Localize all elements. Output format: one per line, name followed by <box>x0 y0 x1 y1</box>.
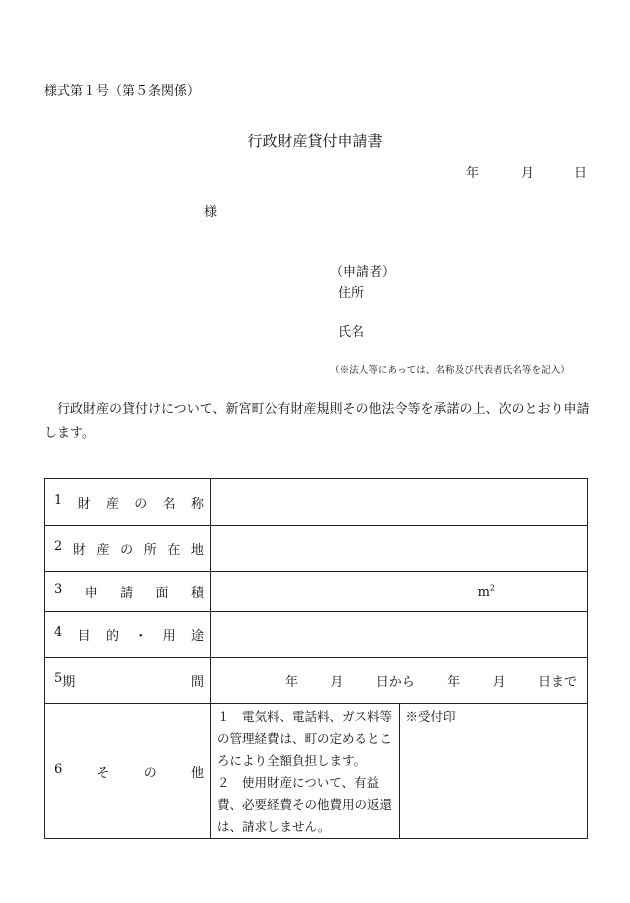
name-label: 氏名 <box>338 325 365 340</box>
label-char: の <box>120 543 134 558</box>
table-row <box>45 704 588 839</box>
label-char: 名 <box>162 496 176 512</box>
label-char: 財 <box>72 543 86 558</box>
period-label <box>45 658 211 704</box>
date-month-label: 月 <box>521 166 535 181</box>
other-label <box>45 704 211 839</box>
label-char: の <box>143 765 157 781</box>
table-row <box>45 479 588 526</box>
period-start-day: 日から <box>375 675 415 690</box>
applicant-heading: （申請者） <box>330 265 396 280</box>
period-end-month: 月 <box>492 675 506 690</box>
date-day-label: 日 <box>574 166 588 181</box>
conditions-text <box>211 704 400 839</box>
label-char: 1 <box>54 492 63 508</box>
label-char: 財 <box>77 496 91 512</box>
label-char: 用 <box>162 629 176 644</box>
application-table <box>44 478 588 839</box>
label-char: ・ <box>134 629 148 644</box>
period-end-year: 年 <box>447 675 461 690</box>
application-area-field[interactable] <box>211 572 588 612</box>
label-char: 3 <box>54 582 63 597</box>
period-field[interactable] <box>211 658 588 704</box>
table-row <box>45 526 588 572</box>
label-char: 産 <box>96 543 110 558</box>
label-char: そ <box>96 765 110 781</box>
reception-stamp-label: ※受付印 <box>405 709 456 724</box>
label-char: 申 <box>84 586 98 601</box>
label-char: 積 <box>190 586 204 601</box>
label-char: 目 <box>77 629 91 644</box>
application-area-label <box>45 572 211 612</box>
label-char: 所 <box>143 543 157 558</box>
label-char: 在 <box>167 543 181 558</box>
recipient-suffix: 様 <box>204 205 218 220</box>
label-char: 途 <box>190 629 204 644</box>
purpose-label <box>45 612 211 658</box>
address-label: 住所 <box>338 286 365 301</box>
property-name-field[interactable] <box>211 479 588 526</box>
table-row <box>45 612 588 658</box>
period-start-month: 月 <box>330 675 344 690</box>
label-char: 他 <box>190 765 204 781</box>
label-char: 2 <box>54 539 63 554</box>
label-char: の <box>134 496 148 512</box>
property-name-label <box>45 479 211 526</box>
document-title: 行政財産貸付申請書 <box>247 132 383 150</box>
label-char: 面 <box>155 586 169 601</box>
period-start-year: 年 <box>285 675 299 690</box>
label-char: 期 <box>62 675 76 690</box>
label-char: 地 <box>190 543 204 558</box>
label-char: 間 <box>190 675 204 690</box>
form-number: 様式第１号（第５条関係） <box>44 84 201 99</box>
table-row <box>45 658 588 704</box>
condition-item: ２ 使用財産について、有益費、必要経費その他費用の返還は、請求しません。 <box>217 775 393 834</box>
label-char: 的 <box>105 629 119 644</box>
label-char: 6 <box>54 761 63 777</box>
label-char: 称 <box>190 496 204 512</box>
area-unit: $m^2$ <box>477 583 495 600</box>
period-end-day: 日まで <box>537 675 577 690</box>
table-row <box>45 572 588 612</box>
application-body-text: 行政財産の貸付けについて、新宮町公有財産規則その他法令等を承諾の上、次のとおり申請します。 <box>44 402 590 441</box>
property-location-field[interactable] <box>211 526 588 572</box>
purpose-field[interactable] <box>211 612 588 658</box>
date-year-label: 年 <box>466 166 480 181</box>
condition-item: １ 電気料、電話料、ガス料等の管理経費は、町の定めるところにより全額負担します。 <box>217 709 393 768</box>
label-char: 4 <box>54 625 63 640</box>
property-location-label <box>45 526 211 572</box>
label-char: 5 <box>54 671 63 686</box>
label-char: 産 <box>105 496 119 512</box>
label-char: 請 <box>120 586 134 601</box>
reception-stamp-box <box>399 704 588 839</box>
corporate-note: （※法人等にあっては、名称及び代表者氏名等を記入） <box>330 365 570 376</box>
